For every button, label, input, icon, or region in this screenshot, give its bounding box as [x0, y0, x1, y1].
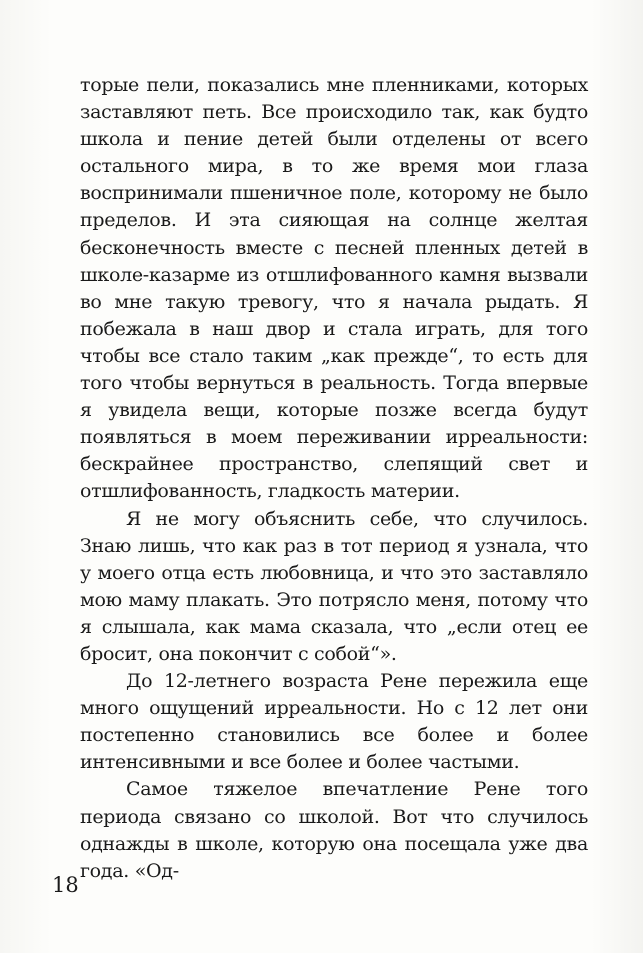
body-text	[80, 72, 588, 885]
paragraph-1: торые пели, показались мне пленниками, которых заставляют петь. Все происходило так, как будто школа и пение детей были отделены от всего остального мира, в то же время мои глаза воспринимали пшеничное поле, которому не было пределов. И эта сияющая на солнце желтая бесконечность вместе с песней пленных детей в школе-казарме из отшлифованного камня вызвали во мне такую тревогу, что я начала рыдать. Я побежала в наш двор и стала играть, для того чтобы все стало таким „как прежде“, то есть для того чтобы вернуться в реальность. Тогда впервые я увидела вещи, которые позже всегда будут появляться в моем переживании ирреальности: бескрайнее пространство, слепящий свет и отшлифованность, гладкость материи.	[80, 74, 588, 503]
paragraph-2: Я не могу объяснить себе, что случилось. Знаю лишь, что как раз в тот период я узнала, что у моего отца есть любовница, и что это заставляло мою маму плакать. Это потрясло меня, потому что я слышала, как мама сказала, что „если отец ее бросит, она покончит с собой“».	[80, 507, 588, 665]
paragraph-3: До 12-летнего возраста Рене пережила еще много ощущений ирреальности. Но с 12 лет они постепенно становились все более и более интенсивными и все более и более частыми.	[80, 670, 588, 774]
paragraph-4: Самое тяжелое впечатление Рене того периода связано со школой. Вот что случилось однажды в школе, которую она посещала уже два года. «Од-	[80, 778, 588, 882]
page-number: 18	[52, 873, 79, 897]
